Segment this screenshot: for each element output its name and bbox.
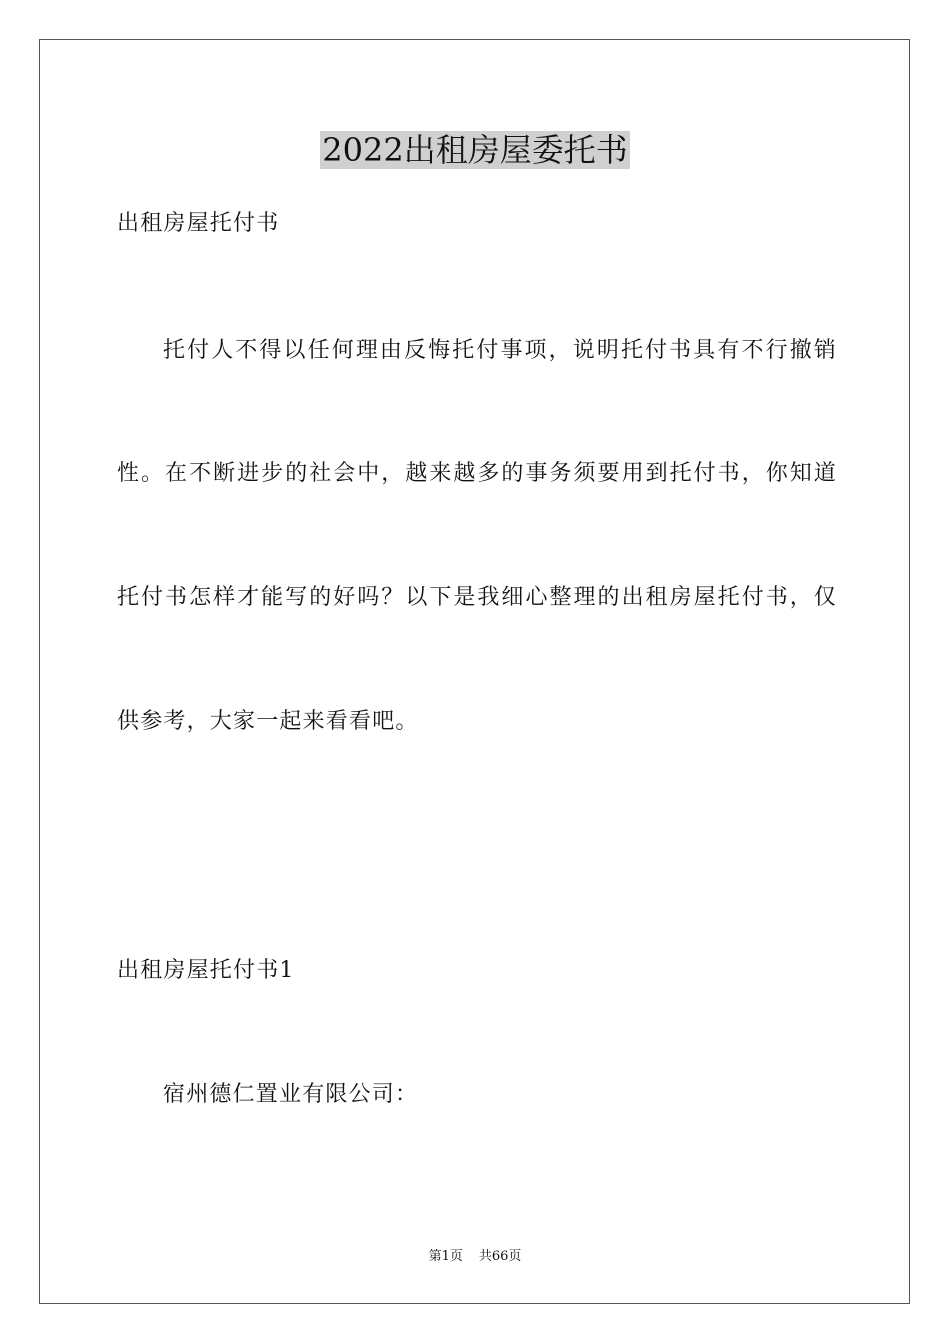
page-footer	[0, 1248, 950, 1266]
document-subtitle: 出租房屋托付书	[117, 211, 280, 236]
intro-line-1: 托付人不得以任何理由反悔托付事项，说明托付书具有不行撤销	[163, 338, 837, 363]
page-total: 共66页	[478, 1249, 522, 1264]
document-title	[0, 128, 950, 172]
intro-line-3: 托付书怎样才能写的好吗？以下是我细心整理的出租房屋托付书，仅	[117, 585, 837, 610]
section-heading: 出租房屋托付书1	[117, 958, 295, 983]
page-number: 第1页	[428, 1249, 463, 1264]
document-title-text: 2022出租房屋委托书	[322, 131, 628, 169]
intro-line-2: 性。在不断进步的社会中，越来越多的事务须要用到托付书，你知道	[117, 461, 837, 486]
intro-line-4: 供参考，大家一起来看看吧。	[117, 709, 419, 734]
addressee-line: 宿州德仁置业有限公司：	[163, 1082, 419, 1107]
